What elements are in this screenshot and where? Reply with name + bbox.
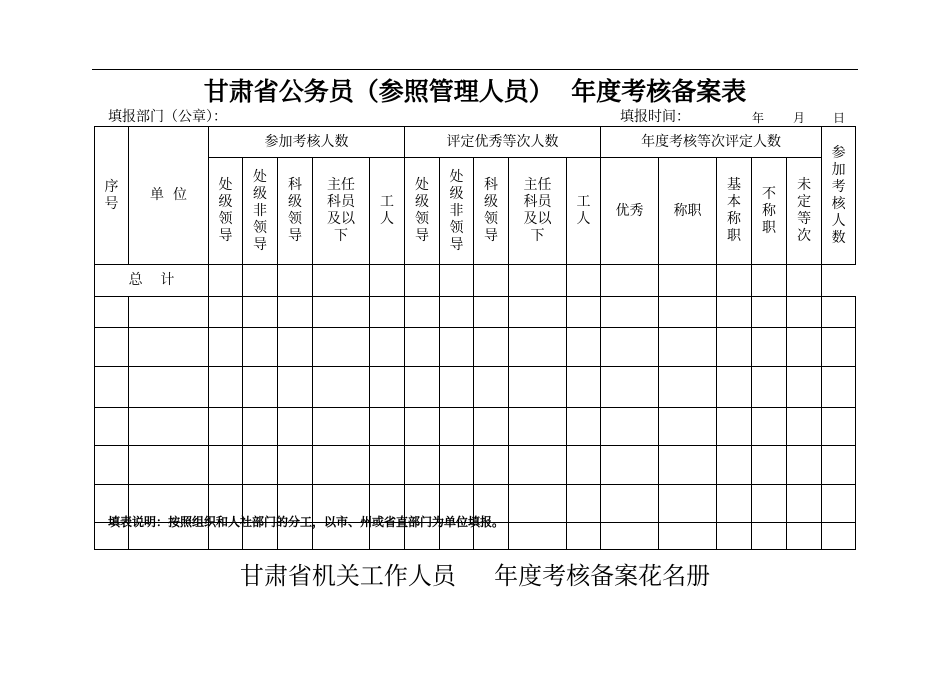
header-e-division-leader: 科级领导	[474, 158, 509, 265]
date-day: 日	[833, 111, 846, 125]
total-row	[95, 265, 856, 297]
header-row-sub	[95, 158, 856, 265]
header-group-participate: 参加考核人数	[209, 127, 405, 158]
header-grade-excellent: 优秀	[601, 158, 659, 265]
record-table	[94, 126, 856, 550]
header-grade-competent: 称职	[659, 158, 717, 265]
header-e-clerk: 主任科员及以下	[509, 158, 567, 265]
header-p-section-nonleader: 处级非领导	[243, 158, 278, 265]
header-p-division-leader: 科级领导	[278, 158, 313, 265]
table-row	[95, 328, 856, 367]
table-row	[95, 367, 856, 408]
header-p-clerk: 主任科员及以下	[313, 158, 370, 265]
dept-label: 填报部门（公章）：	[108, 109, 227, 125]
header-e-worker: 工人	[567, 158, 601, 265]
table-row	[95, 408, 856, 446]
header-row-groups	[95, 127, 856, 158]
header-p-worker: 工人	[370, 158, 405, 265]
header-unit: 单 位	[129, 127, 209, 265]
header-grade-undetermined: 未定等次	[787, 158, 822, 265]
document-title: 甘肃省公务员（参照管理人员） 年度考核备案表	[203, 77, 747, 106]
table-row	[95, 297, 856, 328]
title-rule	[92, 69, 858, 70]
header-grade-basic: 基本称职	[717, 158, 752, 265]
date-year: 年	[752, 111, 765, 125]
header-grade-incompetent: 不称职	[752, 158, 787, 265]
header-group-grade: 年度考核等次评定人数	[601, 127, 822, 158]
header-group-excellent: 评定优秀等次人数	[405, 127, 601, 158]
header-seq: 序号	[95, 127, 129, 265]
table-row	[95, 446, 856, 485]
time-label: 填报时间：	[620, 109, 690, 125]
date-month: 月	[793, 111, 806, 125]
fill-instructions: 填表说明：按照组织和人社部门的分工，以市、州或省直部门为单位填报。	[108, 515, 505, 529]
header-e-section-leader: 处级领导	[405, 158, 440, 265]
header-e-section-nonleader: 处级非领导	[440, 158, 474, 265]
header-p-section-leader: 处级领导	[209, 158, 243, 265]
roster-title: 甘肃省机关工作人员 年度考核备案花名册	[239, 562, 711, 590]
total-label: 总 计	[95, 265, 209, 297]
header-participate-count: 参加考核人数	[822, 127, 856, 265]
